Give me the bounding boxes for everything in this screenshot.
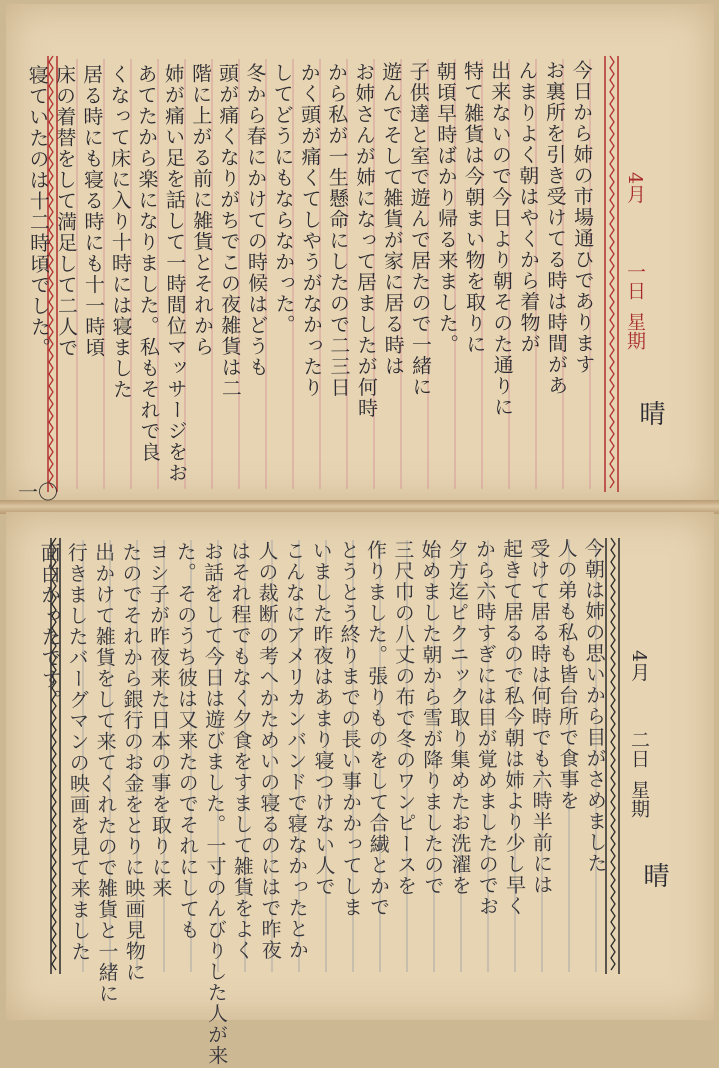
diary-line: から六時すぎには目が覚めましたのでお: [472, 538, 500, 917]
diary-line: 出かけて雑貨をして来てくれたので雑貨と一緒に: [91, 541, 120, 1005]
date-month-top: 4月: [624, 172, 646, 204]
date-weekday-top: 星期: [624, 312, 646, 350]
diary-line: ヨシ子が昨夜来た日本の事を取りに来: [145, 541, 173, 899]
date-weather-top: 晴: [635, 400, 665, 426]
date-day-top: 一日: [624, 262, 646, 300]
diary-line: はそれ程でもなく夕食をすまして雑貨をよく: [227, 540, 256, 961]
diary-line: 子供達と室で遊んで居たので一緒に: [405, 61, 433, 398]
diary-line: 特て雑貨は今朝まい物を取りに: [460, 60, 487, 355]
diary-line: から私が一生懸命にしたので二三日: [324, 61, 352, 399]
margin-mark: 一〇: [18, 480, 58, 504]
diary-line: 面白かったです。: [37, 542, 63, 711]
diary-line: お裏所を引き受けてる時は時間があ: [541, 59, 569, 397]
diary-line: してどうにもならなかった。: [269, 62, 297, 336]
diary-line: た。そのうち彼は又来たのでそれにしても: [173, 541, 201, 941]
date-month-bottom: 4月: [628, 650, 650, 682]
diary-line: 始めました朝から雪が降りましたので: [417, 539, 446, 897]
date-weekday-bottom: 星期: [628, 780, 650, 818]
diary-line: あてたから楽になりました。私もそれで良: [133, 63, 162, 463]
diary-line: お姉さんが姉になって居ましたが何時: [351, 61, 379, 419]
diary-page-bottom: [6, 512, 714, 1067]
diary-page-top: [6, 4, 714, 504]
diary-line: 居る時にも寝る時にも十一時頃: [79, 63, 107, 359]
diary-line: 受けて居る時は何時でも六時半前には: [526, 538, 554, 896]
diary-line: 夕方迄ピクニック取り集めたお洗濯を: [445, 538, 473, 897]
diary-line: 三尺巾の八丈の布で冬のワンピースを: [390, 539, 418, 897]
diary-line: 今日から姉の市場通ひであります: [569, 59, 596, 375]
diary-line: たのでそれから銀行のお金をとりに映画見物に: [118, 541, 147, 983]
diary-line: 作りました。張りものをして合繊とかで: [363, 539, 391, 918]
diary-line: 床の着替をして満足して二人で: [52, 64, 79, 359]
date-day-bottom: 二日: [628, 730, 650, 768]
diary-line: 朝頃早時ばかり帰る来ました。: [433, 60, 460, 356]
diary-line: 姉が痛い足を話して一時間位マッサージをお: [161, 63, 189, 484]
diary-line: 人の弟も私も皆台所で食事を: [553, 537, 581, 812]
diary-line: 冬から春にかけての時候はどうも: [242, 62, 270, 378]
diary-line: お話をして今日は遊びました。一寸のんびりした人が来: [200, 540, 229, 1067]
diary-line: 行きましたバーグマンの映画を見て来ました: [64, 542, 92, 963]
diary-line: 頭が痛くなりがちでこの夜雑貨は二: [215, 62, 243, 399]
diary-line: くなって床に入り十時には寝ました: [106, 63, 134, 400]
diary-line: 遊んでそして雑貨が家に居る時は: [378, 61, 406, 377]
diary-line: 寝ていたのは十二時頃でした。: [25, 64, 52, 359]
diary-text-top: [25, 59, 598, 485]
diary-line: とうとう終りまでの長い事かかってしま: [336, 539, 364, 918]
diary-line: こんなにアメリカンバンドで寝なかったとか: [281, 540, 310, 961]
diary-line: 今朝は姉の思いから目がさめました: [581, 537, 609, 874]
diary-line: 出来ないので今日より朝そのた通りに: [487, 60, 515, 418]
diary-line: かく頭が痛くてしやうがなかったり: [297, 62, 325, 399]
date-weather-bottom: 晴: [639, 862, 669, 888]
diary-text-bottom: [37, 537, 610, 1067]
diary-line: 人の裁断の考へかためいの寝るのにはで昨夜: [254, 540, 283, 961]
diary-line: 階に上がる前に雑貨とそれから: [188, 62, 215, 358]
diary-line: いました昨夜はあまり寝つけない人で: [309, 540, 337, 898]
diary-line: んまりよく朝はやくから着物が: [514, 60, 542, 355]
diary-line: 起きて居るので私今朝は姉より少し早く: [499, 538, 527, 917]
